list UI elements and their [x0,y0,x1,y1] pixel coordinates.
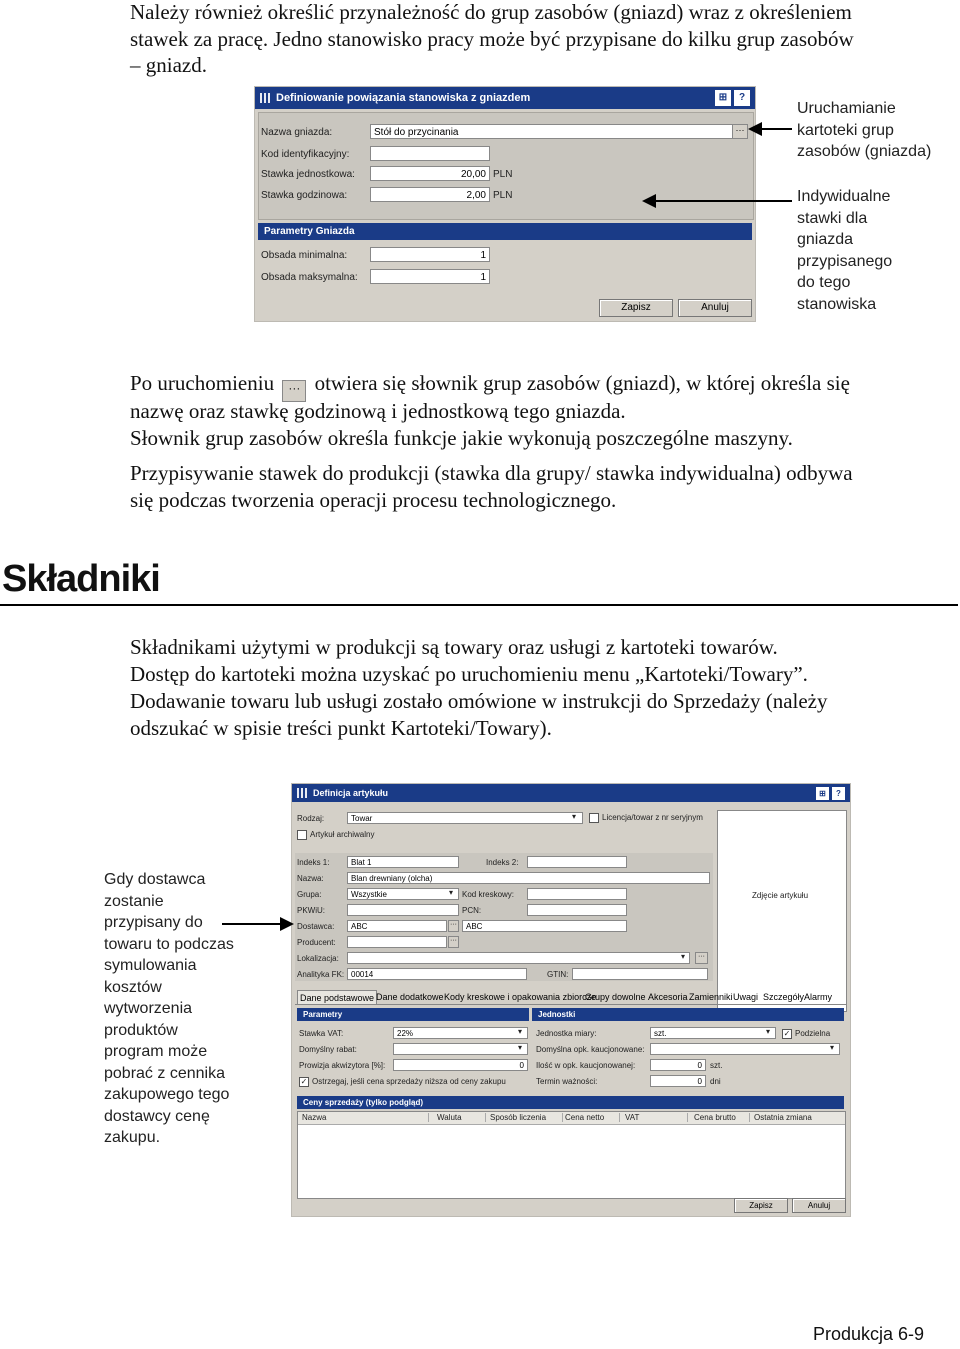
opk-kaucyjne-label: Domyślna opk. kaucjonowane: [536,1045,645,1054]
dostawca-dots-button[interactable]: ··· [448,920,459,932]
stawka-jednostkowa-field[interactable]: 20,00 [370,166,490,181]
maximize-icon[interactable]: ⊞ [816,787,829,800]
annotation-2-line: stanowiska [797,295,877,313]
save-button[interactable]: Zapisz [734,1198,788,1213]
pkwiu-label: PKWiU: [297,906,325,915]
stawka-vat-label: Stawka VAT: [299,1029,344,1038]
stawka-godzinowa-field[interactable]: 2,00 [370,187,490,202]
annotation-2-line: stawki dla [797,209,868,227]
section-heading: Składniki [2,558,160,600]
prices-table [297,1111,846,1199]
pcn-label: PCN: [462,906,482,915]
annotation-3-line: zostanie [104,892,164,910]
tab-zamienniki[interactable]: Zamienniki [689,992,733,1002]
domyslny-rabat-label: Domyślny rabat: [299,1045,357,1054]
prowizja-field[interactable]: 0 [393,1059,528,1071]
obsada-maksymalna-label: Obsada maksymalna: [261,272,358,283]
cancel-button[interactable]: Anuluj [678,299,752,317]
ilosc-label: Ilość w opk. kaucjonowanej: [536,1061,636,1070]
dostawca-label: Dostawca: [297,922,335,931]
annotation-1-line: zasobów (gniazda) [797,143,932,160]
open-nest-list-button[interactable]: ··· [732,124,748,139]
intro-line-2: stawek za pracę. Jedno stanowisko pracy może być przypisane do kilku grup zasobów [130,27,854,51]
dostawca-field[interactable]: ABC [347,920,447,932]
workstation-nest-dialog [254,86,756,322]
podzielna-label: Podzielna [795,1029,831,1039]
annotation-3-line: dostawcy cenę [104,1107,210,1125]
intro-line-3: – gniazd. [130,53,207,77]
dialog-title: Definicja artykułu [313,788,389,798]
annotation-1-line: kartoteki grup [797,121,894,139]
stawka-vat-select[interactable]: 22% [393,1027,528,1039]
nazwa-gniazda-label: Nazwa gniazda: [261,127,333,138]
producent-field[interactable] [347,936,447,948]
indeks2-field[interactable] [527,856,627,868]
prowizja-label: Prowizja akwizytora [%]: [299,1061,386,1070]
col-waluta[interactable]: Waluta [437,1113,486,1122]
gtin-field[interactable] [572,968,708,980]
ostrzegaj-checkbox[interactable]: ✓ Ostrzegaj, jeśli cena sprzedaży niższa od ceny zakupu [300,1077,506,1087]
dialog-titlebar [255,87,755,109]
para-5-line-1: Składnikami użytymi w produkcji są towary oraz usługi z kartoteki towarów. [130,635,778,659]
grid-icon [297,788,307,798]
stawka-jednostkowa-label: Stawka jednostkowa: [261,169,355,180]
maximize-icon[interactable]: ⊞ [715,90,731,106]
prices-table-header [298,1112,845,1125]
annotation-3-line: program może [104,1043,208,1060]
termin-field[interactable]: 0 [650,1075,706,1087]
annotation-2-line: gniazda [797,231,854,248]
col-cena-netto[interactable]: Cena netto [565,1113,620,1122]
chevron-down-icon[interactable]: ▾ [681,952,686,961]
domyslny-rabat-select[interactable] [393,1043,528,1055]
article-definition-dialog [291,783,851,1217]
annotation-individual-rates [797,186,892,315]
ilosc-field[interactable]: 0 [650,1059,706,1071]
chevron-down-icon[interactable]: ▾ [830,1043,835,1052]
help-icon[interactable]: ? [832,787,845,800]
chevron-down-icon[interactable]: ▾ [766,1027,771,1036]
annotation-3-line: towaru to podczas [104,935,234,953]
gtin-label: GTIN: [547,970,569,979]
intro-line-1: Należy również określić przynależność do grup zasobów (gniazd) wraz z określeniem [130,0,852,24]
dialog-titlebar [292,784,850,802]
tab-kody-kreskowe[interactable]: Kody kreskowe i opakowania zbiorcze [444,992,597,1002]
cancel-button[interactable]: Anuluj [792,1198,846,1213]
tab-szczegoly[interactable]: Szczegóły [763,992,805,1002]
analityka-field[interactable]: 00014 [347,968,527,980]
col-cena-brutto[interactable]: Cena brutto [694,1113,750,1122]
obsada-minimalna-label: Obsada minimalna: [261,250,348,261]
col-ostatnia-zmiana[interactable]: Ostatnia zmiana [754,1113,812,1122]
archiwalny-checkbox[interactable] [297,830,374,840]
producent-label: Producent: [297,938,336,947]
tab-akcesoria[interactable]: Akcesoria [648,992,688,1002]
annotation-3-line: pobrać z cennika [104,1064,225,1082]
chevron-down-icon[interactable]: ▾ [572,812,577,821]
tab-dane-podstawowe[interactable]: Dane podstawowe [297,990,377,1005]
analityka-label: Analityka FK: [297,970,345,979]
dialog-title: Definiowanie powiązania stanowiska z gniazdem [276,92,531,104]
dots-button-icon: ··· [282,380,306,402]
chevron-down-icon[interactable]: ▾ [518,1027,523,1036]
termin-label: Termin ważności: [536,1077,598,1086]
col-sposob-liczenia[interactable]: Sposób liczenia [490,1113,563,1122]
archiwalny-label: Artykuł archiwalny [310,830,375,840]
ostrzegaj-label: Ostrzegaj, jeśli cena sprzedaży niższa od ceny zakupu [312,1077,506,1087]
annotation-supplier-price [104,869,234,1149]
tab-strip [295,990,845,1004]
arrow-to-rates [654,200,792,202]
annotation-2-line: do tego [797,274,851,291]
para-5-line-2: Dostęp do kartoteki można uzyskać po uruchomieniu menu „Kartoteki/Towary”. [130,662,808,686]
indeks2-label: Indeks 2: [486,858,519,867]
nazwa-label: Nazwa: [297,874,324,883]
stawka-godzinowa-unit: PLN [493,190,513,201]
annotation-1-line: Uruchamianie [797,100,896,117]
opk-kaucyjne-select[interactable] [650,1043,840,1055]
annotation-3-line: zakupu. [104,1129,161,1146]
grid-icon [260,93,270,103]
arrow-to-dots-button [760,128,792,130]
lokalizacja-select[interactable] [347,952,690,964]
para-5-line-4: odszukać w spisie treści punkt Kartoteki/Towary). [130,716,552,740]
termin-unit: dni [710,1077,721,1086]
tab-uwagi[interactable]: Uwagi [733,992,759,1002]
col-nazwa[interactable]: Nazwa [302,1113,429,1122]
dostawca-name-field[interactable]: ABC [462,920,627,932]
page-footer: Produkcja 6-9 [812,1324,924,1344]
para-2-line-2: nazwę oraz stawkę godzinową i jednostkową tego gniazda. [130,399,626,423]
chevron-down-icon[interactable]: ▾ [518,1043,523,1052]
annotation-3-line: kosztów [104,978,162,996]
save-button[interactable]: Zapisz [599,299,673,317]
annotation-3-line: symulowania [104,957,197,974]
stawka-jednostkowa-unit: PLN [493,169,513,180]
pcn-field[interactable] [527,904,627,916]
parametry-gniazda-header: Parametry Gniazda [258,223,752,240]
rodzaj-label: Rodzaj: [297,814,325,823]
jm-label: Jednostka miary: [536,1029,597,1038]
grupa-select[interactable]: Wszystkie [347,888,459,900]
lokalizacja-label: Lokalizacja: [297,954,339,963]
tab-alarmy[interactable]: Alarmy [804,992,833,1002]
ceny-sprzedazy-header: Ceny sprzedaży (tylko podgląd) [297,1096,844,1109]
stawka-godzinowa-label: Stawka godzinowa: [261,190,348,201]
tab-divider [295,1004,847,1005]
obsada-maksymalna-field[interactable]: 1 [370,269,490,284]
rodzaj-select[interactable]: Towar [347,812,583,824]
ilosc-unit: szt. [710,1061,723,1070]
col-vat[interactable]: VAT [625,1113,688,1122]
annotation-3-line: zakupowego tego [104,1086,230,1103]
kod-identyfikacyjny-label: Kod identyfikacyjny: [261,149,350,160]
annotation-2-line: przypisanego [797,252,893,270]
nazwa-gniazda-field[interactable]: Stół do przycinania [370,124,734,139]
annotation-nest-list [797,98,931,163]
article-photo[interactable] [717,810,847,1012]
podzielna-checkbox[interactable]: ✓ Podzielna [783,1029,831,1039]
lokalizacja-dots-button[interactable]: ··· [695,952,708,964]
nazwa-field[interactable]: Blan drewniany (olcha) [347,872,710,884]
annotation-3-line: przypisany do [104,914,203,931]
kod-kreskowy-label: Kod kreskowy: [462,890,515,899]
para-4-line-2: się podczas tworzenia operacji procesu technologicznego. [130,488,617,512]
para-4-line-1: Przypisywanie stawek do produkcji (stawka dla grupy/ stawka indywidualna) odbywa [130,461,853,485]
section-rule [0,604,958,606]
annotation-2-line: Indywidualne [797,188,891,205]
licencja-checkbox[interactable] [589,813,703,823]
help-icon[interactable]: ? [734,90,750,106]
parametry-header: Parametry [297,1008,529,1021]
para-3: Słownik grup zasobów określa funkcje jakie wykonują poszczególne maszyny. [130,426,793,450]
tab-grupy-dowolne[interactable]: Grupy dowolne [585,992,646,1002]
jednostki-header: Jednostki [532,1008,844,1021]
para-5-line-3: Dodawanie towaru lub usługi zostało omówione w instrukcji do Sprzedaży (należy [130,689,828,713]
kod-identyfikacyjny-field[interactable] [370,146,490,161]
annotation-3-line: wytworzenia [104,1000,193,1017]
producent-dots-button[interactable]: ··· [448,936,459,948]
licencja-label: Licencja/towar z nr seryjnym [602,813,703,823]
indeks1-field[interactable]: Blat 1 [347,856,459,868]
pkwiu-field[interactable] [347,904,459,916]
photo-label: Zdjęcie artykułu [752,891,809,900]
kod-kreskowy-field[interactable] [527,888,627,900]
tab-dane-dodatkowe[interactable]: Dane dodatkowe [376,992,444,1002]
chevron-down-icon[interactable]: ▾ [449,888,454,897]
jm-select[interactable]: szt. [650,1027,776,1039]
grupa-label: Grupa: [297,890,322,899]
para-2-after-icon: otwiera się słownik grup zasobów (gniazd), w której określa się [314,371,850,395]
indeks1-label: Indeks 1: [297,858,330,867]
annotation-3-line: produktów [104,1021,178,1039]
para-2-before-icon: Po uruchomieniu [130,371,275,395]
annotation-3-line: Gdy dostawca [104,871,206,888]
obsada-minimalna-field[interactable]: 1 [370,247,490,262]
